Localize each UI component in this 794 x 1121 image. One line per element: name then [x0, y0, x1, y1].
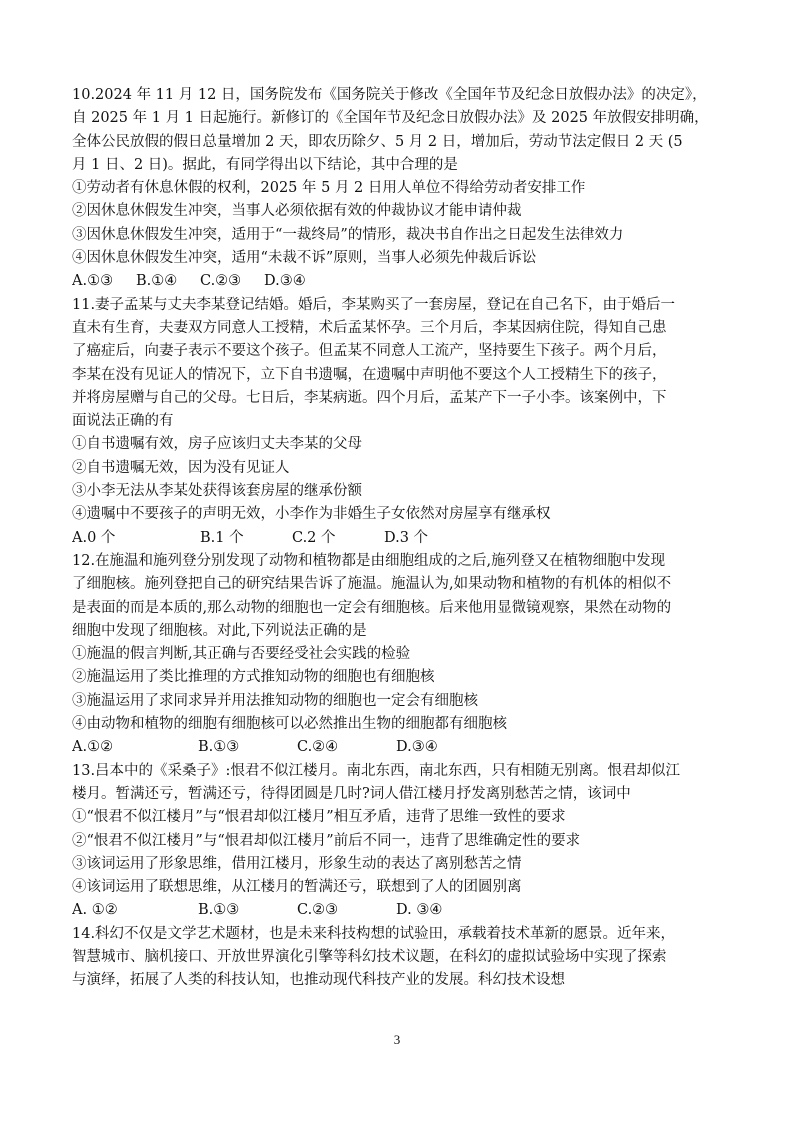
question-14	[72, 923, 732, 993]
option-a: A.0 个	[72, 529, 116, 546]
statement-1: ①自书遗嘱有效，房子应该归丈夫李某的父母	[72, 436, 362, 453]
statement-1: ①劳动者有休息休假的权利，2025 年 5 月 2 日用人单位不得给劳动者安排工作	[72, 180, 586, 197]
question-10-line-4: 月 1 日、2 日)。据此，有同学得出以下结论，其中合理的是	[72, 156, 458, 173]
answer-options	[72, 736, 732, 759]
answer-options	[72, 270, 732, 293]
question-13-line-1: 13.吕本中的《采桑子》:恨君不似江楼月。南北东西，南北东西，只有相随无别离。恨君却似江	[72, 762, 680, 779]
option-c: C.2 个	[292, 529, 336, 546]
question-14-line-3: 与演绎，拓展了人类的科技认知，也推动现代科技产业的发展。科幻技术设想	[72, 972, 565, 989]
question-10-line-1: 10.2024 年 11 月 12 日，国务院发布《国务院关于修改《全国年节及纪念日放假办法》的决定》，	[72, 87, 707, 103]
option-d: D.③④	[396, 739, 438, 756]
statement-2: ②“恨君不似江楼月”与“恨君却似江楼月”前后不同一，违背了思维确定性的要求	[72, 832, 581, 849]
option-d: D.3 个	[384, 529, 429, 546]
question-11-line-5: 并将房屋赠与自己的父母。七日后，李某病逝。四个月后，孟某产下一子小李。该案例中，下	[72, 389, 667, 406]
option-a: A.①③	[72, 273, 114, 290]
statement-4: ④遗嘱中不要孩子的声明无效，小李作为非婚生子女依然对房屋享有继承权	[72, 506, 551, 523]
statement-3: ③该词运用了形象思维，借用江楼月，形象生动的表达了离别愁苦之情	[72, 855, 522, 872]
question-11-line-1: 11.妻子孟某与丈夫李某登记结婚。婚后，李某购买了一套房屋，登记在自己名下，由于婚后一	[72, 296, 676, 313]
option-b: B.①③	[198, 902, 240, 919]
option-c: C.②③	[200, 273, 242, 290]
page-content	[72, 84, 732, 993]
question-13-line-2: 楼月。暂满还亏，暂满还亏，待得团圆是几时?词人借江楼月抒发离别愁苦之情，该词中	[72, 785, 631, 802]
question-11-line-2: 直未有生育，夫妻双方同意人工授精，术后孟某怀孕。三个月后，李某因病住院，得知自己患	[72, 319, 667, 336]
question-11-line-4: 李某在没有见证人的情况下，立下自书遗嘱，在遗嘱中声明他不要这个人工授精生下的孩子，	[72, 366, 667, 383]
statement-4: ④该词运用了联想思维，从江楼月的暂满还亏，联想到了人的团圆别离	[72, 879, 522, 896]
page-number: 3	[393, 1032, 401, 1047]
question-10-line-3: 全体公民放假的假日总量增加 2 天，即农历除夕、5 月 2 日，增加后，劳动节法定假日 2 天 (5	[72, 133, 683, 150]
statement-2: ②因休息休假发生冲突，当事人必须依据有效的仲裁协议才能申请仲裁	[72, 203, 522, 220]
option-b: B.1 个	[200, 529, 244, 546]
question-12-line-4: 细胞中发现了细胞核。对此,下列说法正确的是	[72, 622, 367, 639]
question-11	[72, 294, 732, 550]
statement-2: ②自书遗嘱无效，因为没有见证人	[72, 459, 290, 476]
question-12-line-3: 是表面的而是本质的,那么动物的细胞也一定会有细胞核。后来他用显微镜观察，果然在动物的	[72, 599, 672, 616]
option-d: D. ③④	[396, 902, 443, 919]
statement-2: ②施温运用了类比推理的方式推知动物的细胞也有细胞核	[72, 669, 435, 686]
question-11-line-6: 面说法正确的有	[72, 413, 174, 430]
option-b: B.①④	[136, 273, 178, 290]
question-13	[72, 760, 732, 923]
question-14-line-2: 智慧城市、脑机接口、开放世界演化引擎等科幻技术议题，在科幻的虚拟试验场中实现了探索	[72, 948, 667, 965]
question-14-line-1: 14.科幻不仅是文学艺术题材，也是未来科技构想的试验田，承载着技术革新的愿景。近年来，	[72, 925, 676, 942]
option-a: A.①②	[72, 739, 114, 756]
answer-options	[72, 899, 732, 922]
statement-3: ③小李无法从李某处获得该套房屋的继承份额	[72, 483, 362, 500]
question-12-line-1: 12.在施温和施列登分别发现了动物和植物都是由细胞组成的之后,施列登又在植物细胞中发现	[72, 552, 666, 569]
statement-1: ①“恨君不似江楼月”与“恨君却似江楼月”相互矛盾，违背了思维一致性的要求	[72, 809, 566, 826]
question-12-line-2: 了细胞核。施列登把自己的研究结果告诉了施温。施温认为,如果动物和植物的有机体的相似不	[72, 576, 672, 593]
question-12	[72, 550, 732, 760]
option-a: A. ①②	[72, 902, 118, 919]
statement-4: ④因休息休假发生冲突，适用“未裁不诉”原则，当事人必须先仲裁后诉讼	[72, 250, 537, 267]
option-c: C.②③	[297, 902, 339, 919]
answer-options	[72, 527, 732, 550]
question-10	[72, 84, 732, 294]
statement-1: ①施温的假言判断,其正确与否要经受社会实践的检验	[72, 646, 411, 663]
statement-3: ③因休息休假发生冲突，适用于“一裁终局”的情形，裁决书自作出之日起发生法律效力	[72, 226, 624, 243]
question-10-line-2: 自 2025 年 1 月 1 日起施行。新修订的《全国年节及纪念日放假办法》及 2025 年放假安排明确，	[72, 110, 709, 127]
statement-3: ③施温运用了求同求异并用法推知动物的细胞也一定会有细胞核	[72, 692, 478, 709]
option-c: C.②④	[297, 739, 339, 756]
statement-4: ④由动物和植物的细胞有细胞核可以必然推出生物的细胞都有细胞核	[72, 716, 507, 733]
option-b: B.①③	[198, 739, 240, 756]
question-11-line-3: 了癌症后，向妻子表示不要这个孩子。但孟某不同意人工流产，坚持要生下孩子。两个月后，	[72, 343, 667, 360]
option-d: D.③④	[264, 273, 306, 290]
